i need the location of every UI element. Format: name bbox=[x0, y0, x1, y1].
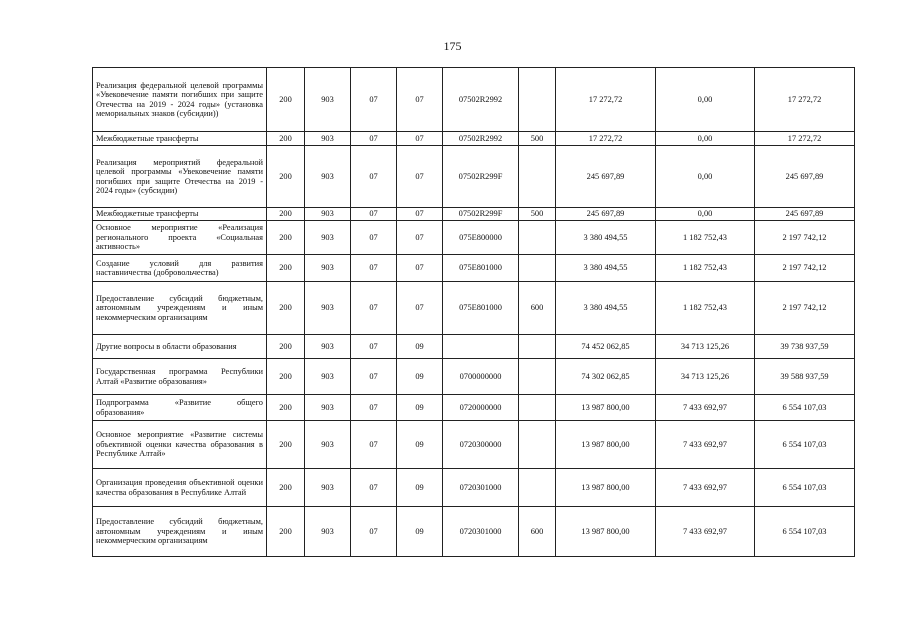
table-row bbox=[93, 221, 855, 255]
amount-republic: 2 197 742,12 bbox=[755, 282, 855, 335]
amount-federal: 34 713 125,26 bbox=[656, 359, 755, 395]
row-name: Межбюджетные трансферты bbox=[93, 132, 267, 146]
target-article: 075E801000 bbox=[443, 282, 519, 335]
table-row bbox=[93, 421, 855, 469]
subsection-code: 07 bbox=[397, 255, 443, 282]
target-article: 0720000000 bbox=[443, 395, 519, 421]
admin-code: 200 bbox=[267, 255, 305, 282]
amount-federal: 0,00 bbox=[656, 132, 755, 146]
expense-type bbox=[519, 395, 556, 421]
subsection-code: 09 bbox=[397, 469, 443, 507]
ministry-code: 903 bbox=[305, 146, 351, 208]
target-article: 07502R2992 bbox=[443, 68, 519, 132]
section-code: 07 bbox=[351, 395, 397, 421]
expense-type: 600 bbox=[519, 282, 556, 335]
table-row bbox=[93, 469, 855, 507]
ministry-code: 903 bbox=[305, 359, 351, 395]
amount-federal: 1 182 752,43 bbox=[656, 255, 755, 282]
ministry-code: 903 bbox=[305, 421, 351, 469]
target-article: 075E800000 bbox=[443, 221, 519, 255]
amount-federal: 0,00 bbox=[656, 208, 755, 221]
section-code: 07 bbox=[351, 359, 397, 395]
amount-total: 245 697,89 bbox=[556, 208, 656, 221]
subsection-code: 07 bbox=[397, 221, 443, 255]
admin-code: 200 bbox=[267, 132, 305, 146]
table-row bbox=[93, 335, 855, 359]
admin-code: 200 bbox=[267, 421, 305, 469]
admin-code: 200 bbox=[267, 335, 305, 359]
row-name: Реализация мероприятий федеральной целевой программы «Увековечение памяти погибших при защите Отечества на 2019 - 2024 годы» (субсидии) bbox=[93, 146, 267, 208]
target-article: 07502R299F bbox=[443, 146, 519, 208]
ministry-code: 903 bbox=[305, 221, 351, 255]
amount-republic: 39 738 937,59 bbox=[755, 335, 855, 359]
row-name: Подпрограмма «Развитие общего образования» bbox=[93, 395, 267, 421]
amount-total: 17 272,72 bbox=[556, 132, 656, 146]
row-name: Основное мероприятие «Реализация регионального проекта «Социальная активность» bbox=[93, 221, 267, 255]
row-name: Предоставление субсидий бюджетным, автономным учреждениям и иным некоммерческим организациям bbox=[93, 282, 267, 335]
target-article: 0720301000 bbox=[443, 469, 519, 507]
amount-total: 17 272,72 bbox=[556, 68, 656, 132]
row-name: Предоставление субсидий бюджетным, автономным учреждениям и иным некоммерческим организациям bbox=[93, 507, 267, 557]
amount-total: 74 302 062,85 bbox=[556, 359, 656, 395]
section-code: 07 bbox=[351, 68, 397, 132]
amount-total: 245 697,89 bbox=[556, 146, 656, 208]
amount-republic: 6 554 107,03 bbox=[755, 421, 855, 469]
section-code: 07 bbox=[351, 507, 397, 557]
expense-type bbox=[519, 469, 556, 507]
expense-type bbox=[519, 68, 556, 132]
target-article: 07502R2992 bbox=[443, 132, 519, 146]
row-name: Государственная программа Республики Алтай «Развитие образования» bbox=[93, 359, 267, 395]
table-row bbox=[93, 208, 855, 221]
section-code: 07 bbox=[351, 282, 397, 335]
section-code: 07 bbox=[351, 146, 397, 208]
amount-total: 13 987 800,00 bbox=[556, 421, 656, 469]
admin-code: 200 bbox=[267, 469, 305, 507]
section-code: 07 bbox=[351, 208, 397, 221]
subsection-code: 09 bbox=[397, 507, 443, 557]
amount-republic: 245 697,89 bbox=[755, 146, 855, 208]
table-row bbox=[93, 359, 855, 395]
expense-type bbox=[519, 255, 556, 282]
subsection-code: 07 bbox=[397, 146, 443, 208]
subsection-code: 09 bbox=[397, 359, 443, 395]
subsection-code: 09 bbox=[397, 395, 443, 421]
expense-type bbox=[519, 221, 556, 255]
amount-republic: 39 588 937,59 bbox=[755, 359, 855, 395]
amount-total: 13 987 800,00 bbox=[556, 469, 656, 507]
ministry-code: 903 bbox=[305, 68, 351, 132]
admin-code: 200 bbox=[267, 68, 305, 132]
amount-republic: 245 697,89 bbox=[755, 208, 855, 221]
subsection-code: 07 bbox=[397, 282, 443, 335]
target-article bbox=[443, 335, 519, 359]
admin-code: 200 bbox=[267, 395, 305, 421]
row-name: Организация проведения объективной оценки качества образования в Республике Алтай bbox=[93, 469, 267, 507]
ministry-code: 903 bbox=[305, 507, 351, 557]
subsection-code: 09 bbox=[397, 335, 443, 359]
amount-total: 3 380 494,55 bbox=[556, 282, 656, 335]
expense-type bbox=[519, 359, 556, 395]
amount-total: 74 452 062,85 bbox=[556, 335, 656, 359]
subsection-code: 07 bbox=[397, 132, 443, 146]
amount-federal: 1 182 752,43 bbox=[656, 282, 755, 335]
section-code: 07 bbox=[351, 132, 397, 146]
table-row bbox=[93, 255, 855, 282]
budget-table bbox=[92, 67, 855, 557]
expense-type bbox=[519, 421, 556, 469]
expense-type: 500 bbox=[519, 132, 556, 146]
expense-type: 600 bbox=[519, 507, 556, 557]
expense-type bbox=[519, 335, 556, 359]
amount-federal: 7 433 692,97 bbox=[656, 421, 755, 469]
subsection-code: 09 bbox=[397, 421, 443, 469]
target-article: 075E801000 bbox=[443, 255, 519, 282]
row-name: Другие вопросы в области образования bbox=[93, 335, 267, 359]
table-row bbox=[93, 68, 855, 132]
expense-type bbox=[519, 146, 556, 208]
amount-federal: 0,00 bbox=[656, 68, 755, 132]
target-article: 0700000000 bbox=[443, 359, 519, 395]
target-article: 0720300000 bbox=[443, 421, 519, 469]
amount-republic: 2 197 742,12 bbox=[755, 221, 855, 255]
amount-total: 13 987 800,00 bbox=[556, 395, 656, 421]
subsection-code: 07 bbox=[397, 68, 443, 132]
row-name: Основное мероприятие «Развитие системы объективной оценки качества образования в Республике Алтай» bbox=[93, 421, 267, 469]
amount-republic: 6 554 107,03 bbox=[755, 507, 855, 557]
amount-total: 13 987 800,00 bbox=[556, 507, 656, 557]
ministry-code: 903 bbox=[305, 395, 351, 421]
admin-code: 200 bbox=[267, 146, 305, 208]
table-row bbox=[93, 395, 855, 421]
admin-code: 200 bbox=[267, 507, 305, 557]
amount-total: 3 380 494,55 bbox=[556, 221, 656, 255]
amount-federal: 7 433 692,97 bbox=[656, 469, 755, 507]
section-code: 07 bbox=[351, 469, 397, 507]
ministry-code: 903 bbox=[305, 469, 351, 507]
section-code: 07 bbox=[351, 335, 397, 359]
table-row bbox=[93, 507, 855, 557]
page-number: 175 bbox=[443, 39, 462, 53]
section-code: 07 bbox=[351, 221, 397, 255]
amount-federal: 0,00 bbox=[656, 146, 755, 208]
amount-total: 3 380 494,55 bbox=[556, 255, 656, 282]
ministry-code: 903 bbox=[305, 208, 351, 221]
amount-republic: 17 272,72 bbox=[755, 132, 855, 146]
table-row bbox=[93, 146, 855, 208]
amount-federal: 7 433 692,97 bbox=[656, 395, 755, 421]
subsection-code: 07 bbox=[397, 208, 443, 221]
amount-federal: 1 182 752,43 bbox=[656, 221, 755, 255]
expense-type: 500 bbox=[519, 208, 556, 221]
section-code: 07 bbox=[351, 255, 397, 282]
table-row bbox=[93, 132, 855, 146]
section-code: 07 bbox=[351, 421, 397, 469]
ministry-code: 903 bbox=[305, 255, 351, 282]
target-article: 0720301000 bbox=[443, 507, 519, 557]
ministry-code: 903 bbox=[305, 132, 351, 146]
amount-republic: 6 554 107,03 bbox=[755, 395, 855, 421]
amount-federal: 34 713 125,26 bbox=[656, 335, 755, 359]
amount-federal: 7 433 692,97 bbox=[656, 507, 755, 557]
amount-republic: 6 554 107,03 bbox=[755, 469, 855, 507]
row-name: Реализация федеральной целевой программы «Увековечение памяти погибших при защите Отечества на 2019 - 2024 годы» (установка мемориальных знаков (субсидии)) bbox=[93, 68, 267, 132]
ministry-code: 903 bbox=[305, 335, 351, 359]
admin-code: 200 bbox=[267, 282, 305, 335]
admin-code: 200 bbox=[267, 359, 305, 395]
ministry-code: 903 bbox=[305, 282, 351, 335]
amount-republic: 17 272,72 bbox=[755, 68, 855, 132]
admin-code: 200 bbox=[267, 208, 305, 221]
table-row bbox=[93, 282, 855, 335]
row-name: Создание условий для развития наставничества (добровольчества) bbox=[93, 255, 267, 282]
target-article: 07502R299F bbox=[443, 208, 519, 221]
admin-code: 200 bbox=[267, 221, 305, 255]
amount-republic: 2 197 742,12 bbox=[755, 255, 855, 282]
row-name: Межбюджетные трансферты bbox=[93, 208, 267, 221]
